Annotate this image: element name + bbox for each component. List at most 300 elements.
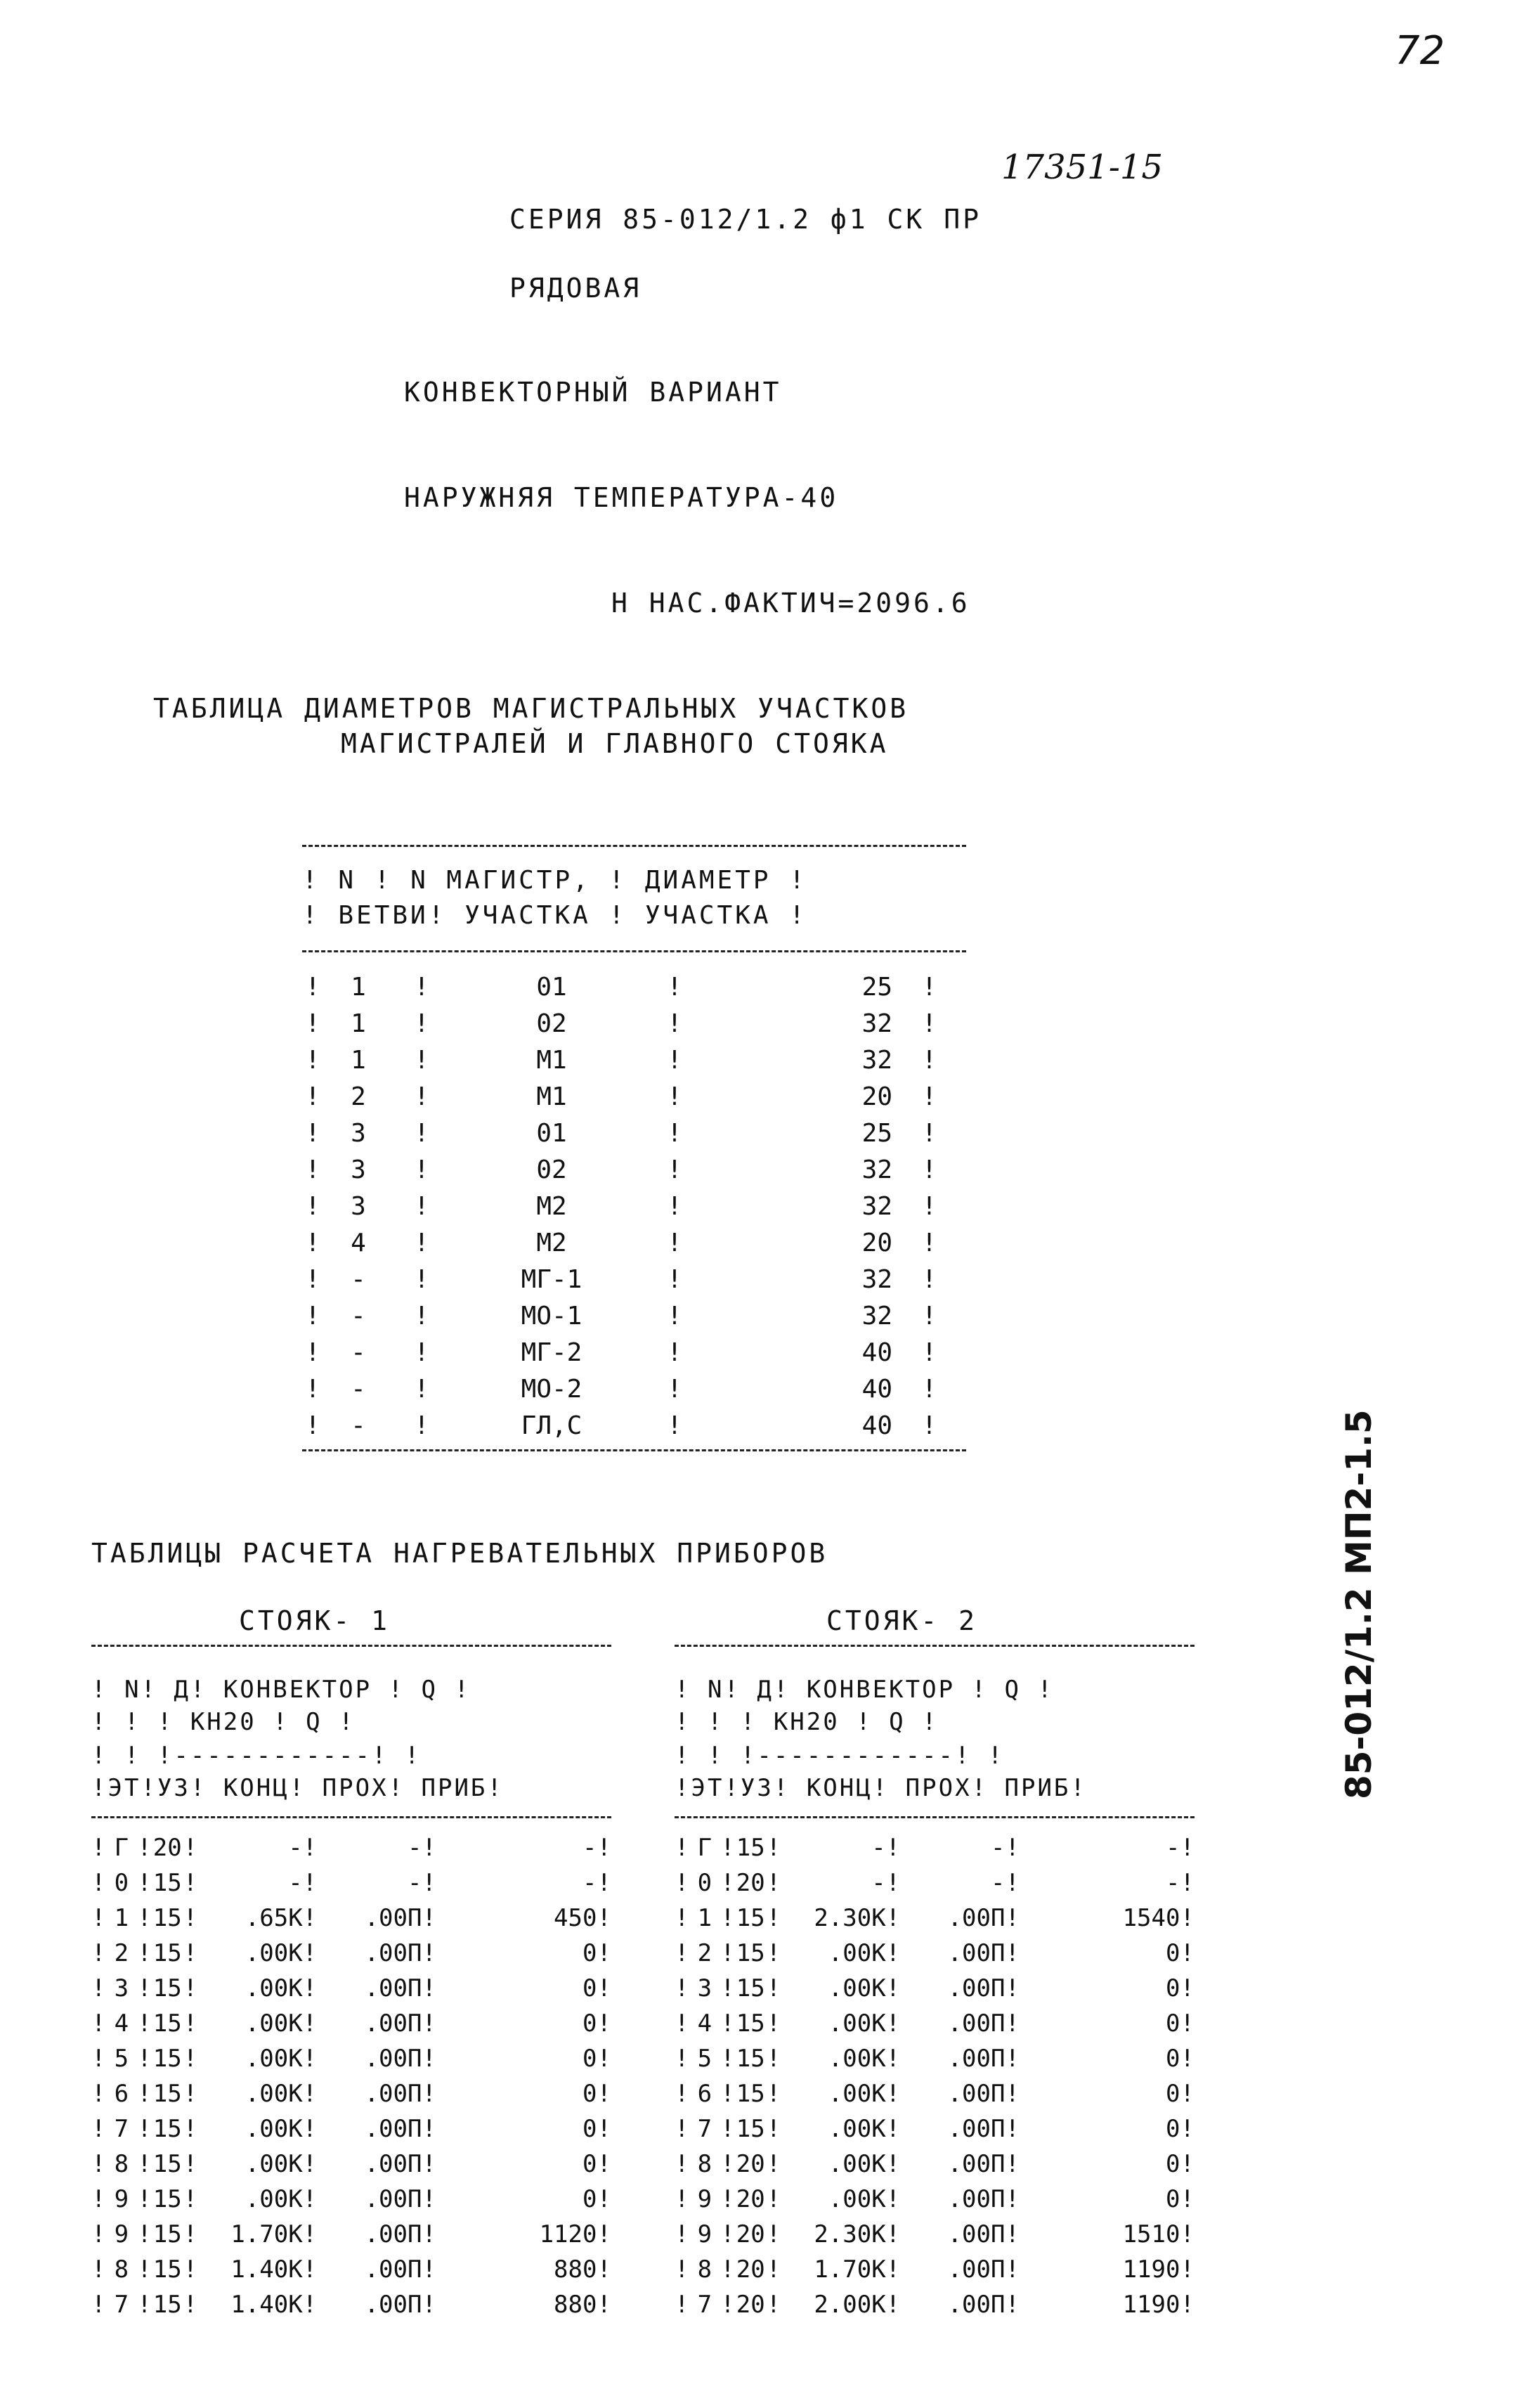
floor-cell: 4: [114, 2009, 129, 2038]
row-bar: !: [667, 1301, 682, 1331]
floor-cell: 7: [697, 2115, 712, 2143]
node-cell: 15: [152, 2150, 182, 2178]
row-bar: !: [1005, 1939, 1020, 1967]
riser-row: [91, 1936, 611, 1971]
row-bar: !: [422, 1974, 436, 2002]
segment-cell: МГ-2: [521, 1338, 582, 1367]
konc-cell: .65К: [245, 1904, 303, 1932]
row-bar: !: [414, 1338, 429, 1367]
q-cell: -: [582, 1834, 597, 1862]
floor-cell: 0: [114, 1869, 129, 1897]
riser-2-header-line: [675, 1742, 1004, 1770]
q-cell: 0: [582, 1939, 597, 1967]
row-bar: !: [667, 1009, 682, 1038]
row-bar: !: [422, 1939, 436, 1967]
riser-1-header-line: [91, 1742, 421, 1770]
diameter-row: [302, 1078, 966, 1115]
row-bar: !: [305, 1338, 320, 1367]
header-rule-glyphs: !: [955, 1676, 1005, 1704]
row-bar: !: [305, 1045, 320, 1075]
row-bar: !: [667, 1411, 682, 1440]
konc-cell: 1.40К: [230, 2255, 303, 2284]
q-cell: 450: [554, 1904, 597, 1932]
q-cell: -: [582, 1869, 597, 1897]
diameter-cell: 32: [861, 1264, 892, 1294]
row-bar: !: [921, 1228, 937, 1257]
diameter-table-title-2: МАГИСТРАЛЕЙ И ГЛАВНОГО СТОЯКА: [341, 728, 889, 759]
prox-cell: .00П: [947, 2115, 1005, 2143]
diameter-cell: 32: [861, 1045, 892, 1075]
prox-cell: .00П: [947, 1904, 1005, 1932]
row-bar: !: [885, 2115, 901, 2143]
konc-cell: .00К: [828, 2150, 886, 2178]
row-bar: !: [1005, 2185, 1020, 2213]
riser-row: [91, 2147, 611, 2182]
diameter-table-title-1: ТАБЛИЦА ДИАМЕТРОВ МАГИСТРАЛЬНЫХ УЧАСТКОВ: [153, 693, 909, 724]
header-model: КН20: [773, 1708, 840, 1736]
riser-2-table: [675, 1830, 1195, 2322]
konc-cell: 1.70К: [814, 2255, 886, 2284]
node-cell: 15: [736, 2115, 765, 2143]
riser-row: [91, 2111, 611, 2147]
row-bar: !: [91, 1834, 106, 1862]
row-bar: !: [91, 1939, 106, 1967]
row-bar: !: [414, 1374, 429, 1404]
node-cell: 15: [152, 2115, 182, 2143]
riser-2-header-line: [675, 1708, 939, 1736]
node-cell: 20: [736, 2150, 765, 2178]
row-bar: !: [675, 2045, 689, 2073]
row-bar: !: [91, 2045, 106, 2073]
konc-cell: .00К: [828, 2115, 886, 2143]
row-bar: !: [422, 1869, 436, 1897]
konc-cell: -: [288, 1834, 303, 1862]
row-bar: !: [137, 2150, 152, 2178]
prox-cell: -: [407, 1834, 422, 1862]
row-bar: !: [1180, 2220, 1195, 2248]
header-branch-2: ВЕТВИ: [338, 901, 429, 930]
diameter-row: [302, 1188, 966, 1224]
row-bar: !: [667, 1264, 682, 1294]
konc-cell: 2.30К: [814, 2220, 886, 2248]
konc-cell: 2.00К: [814, 2291, 886, 2319]
q-cell: 0: [1165, 2150, 1180, 2178]
q-cell: 0: [1165, 1974, 1180, 2002]
row-bar: !: [305, 1374, 320, 1404]
header-rule-glyphs: !: [141, 1676, 174, 1704]
row-bar: !: [597, 1974, 611, 2002]
riser-row: [675, 2287, 1195, 2322]
header-rule-glyphs: !: [905, 1708, 939, 1736]
header-rule-glyphs: !: [675, 1774, 691, 1802]
calculation-tables-title: ТАБЛИЦЫ РАСЧЕТА НАГРЕВАТЕЛЬНЫХ ПРИБОРОВ: [91, 1538, 828, 1569]
riser-row: [91, 2006, 611, 2041]
header-prox: ПРОХ: [905, 1774, 972, 1802]
row-bar: !: [183, 2220, 198, 2248]
q-cell: 0: [582, 2080, 597, 2108]
header-rule-glyphs: !: [773, 1774, 807, 1802]
node-cell: 20: [736, 2255, 765, 2284]
prox-cell: .00П: [947, 2291, 1005, 2319]
konc-cell: .00К: [245, 2150, 303, 2178]
row-bar: !: [885, 2220, 901, 2248]
konc-cell: .00К: [828, 2080, 886, 2108]
header-prib: ПРИБ: [1004, 1774, 1071, 1802]
row-bar: !: [921, 1191, 937, 1221]
row-bar: !: [597, 2115, 611, 2143]
row-bar: !: [183, 1869, 198, 1897]
node-cell: 20: [736, 2291, 765, 2319]
row-bar: !: [422, 1904, 436, 1932]
row-bar: !: [422, 2080, 436, 2108]
segment-cell: М1: [536, 1082, 567, 1111]
row-bar: !: [921, 1374, 937, 1404]
row-bar: !: [720, 2009, 735, 2038]
table-rule: [302, 950, 966, 952]
riser-row: [675, 2252, 1195, 2287]
fact-head-line: Н НАС.ФАКТИЧ=2096.6: [611, 588, 970, 619]
side-stamp: 85-012/1.2 МП2-1.5: [1339, 1409, 1379, 1799]
row-bar: !: [597, 2220, 611, 2248]
diameter-cell: 25: [861, 1118, 892, 1148]
row-bar: !: [1005, 1904, 1020, 1932]
diameter-cell: 40: [861, 1411, 892, 1440]
row-bar: !: [422, 2045, 436, 2073]
row-bar: !: [1005, 2291, 1020, 2319]
row-bar: !: [302, 2220, 318, 2248]
header-rule-glyphs: !: [1020, 1676, 1054, 1704]
row-bar: !: [675, 2150, 689, 2178]
header-rule-glyphs: !: [372, 1676, 422, 1704]
row-bar: !: [305, 1155, 320, 1184]
row-bar: !: [414, 1191, 429, 1221]
segment-cell: МО-1: [521, 1301, 582, 1331]
row-bar: !: [675, 2255, 689, 2284]
diameter-row: [302, 1151, 966, 1188]
row-bar: !: [305, 1411, 320, 1440]
node-cell: 20: [736, 2185, 765, 2213]
riser-row: [91, 2182, 611, 2217]
row-bar: !: [137, 2185, 152, 2213]
row-bar: !: [91, 2009, 106, 2038]
row-bar: !: [921, 972, 937, 1002]
row-bar: !: [302, 1974, 318, 2002]
header-rule-glyphs: !: [971, 1774, 1005, 1802]
series-line: СЕРИЯ 85-012/1.2 ф1 СК ПР: [509, 204, 982, 235]
diameter-cell: 25: [861, 972, 892, 1002]
node-cell: 15: [152, 2009, 182, 2038]
node-cell: 20: [152, 1834, 182, 1862]
row-bar: !: [766, 2115, 781, 2143]
floor-cell: 7: [697, 2291, 712, 2319]
diameter-cell: 32: [861, 1155, 892, 1184]
row-bar: !: [1005, 2220, 1020, 2248]
row-bar: !: [1005, 2150, 1020, 2178]
diameter-table-header: ! N ! N МАГИСТР, ! ДИАМЕТР !: [302, 866, 807, 895]
node-cell: 20: [736, 2220, 765, 2248]
row-bar: !: [720, 2255, 735, 2284]
row-bar: !: [766, 1904, 781, 1932]
placement-line: РЯДОВАЯ: [509, 273, 642, 304]
row-bar: !: [302, 2009, 318, 2038]
floor-cell: 6: [697, 2080, 712, 2108]
header-et: ЭТ: [108, 1774, 141, 1802]
prox-cell: -: [990, 1834, 1005, 1862]
header-segment-1: N МАГИСТР,: [410, 866, 591, 895]
row-bar: !: [183, 2080, 198, 2108]
row-bar: !: [766, 2045, 781, 2073]
konc-cell: .00К: [245, 1974, 303, 2002]
riser-row: [675, 1971, 1195, 2006]
header-rule-glyphs: !: [141, 1774, 157, 1802]
konc-cell: .00К: [245, 2080, 303, 2108]
row-bar: !: [921, 1411, 937, 1440]
floor-cell: 6: [114, 2080, 129, 2108]
q-cell: 0: [582, 2009, 597, 2038]
header-diameter-1: ДИАМЕТР: [644, 866, 772, 895]
riser-row: [675, 2076, 1195, 2111]
header-model: КН20: [190, 1708, 256, 1736]
row-bar: !: [720, 1904, 735, 1932]
row-bar: !: [675, 2115, 689, 2143]
row-bar: !: [183, 1939, 198, 1967]
konc-cell: .00К: [245, 2045, 303, 2073]
row-bar: !: [414, 1118, 429, 1148]
floor-cell: 7: [114, 2291, 129, 2319]
row-bar: !: [766, 1939, 781, 1967]
row-bar: !: [675, 1974, 689, 2002]
riser-row: [675, 2006, 1195, 2041]
segment-cell: ГЛ,С: [521, 1411, 582, 1440]
floor-cell: 9: [114, 2185, 129, 2213]
row-bar: !: [91, 2185, 106, 2213]
node-cell: 15: [152, 1974, 182, 2002]
row-bar: !: [675, 2009, 689, 2038]
diameter-cell: 40: [861, 1374, 892, 1404]
riser-row: [675, 1865, 1195, 1901]
header-uz: УЗ: [157, 1774, 190, 1802]
row-bar: !: [720, 2115, 735, 2143]
row-bar: !: [305, 972, 320, 1002]
row-bar: !: [921, 1045, 937, 1075]
floor-cell: 7: [114, 2115, 129, 2143]
row-bar: !: [302, 1834, 318, 1862]
konc-cell: 1.70К: [230, 2220, 303, 2248]
row-bar: !: [302, 2045, 318, 2073]
header-q1: Q: [421, 1676, 438, 1704]
row-bar: !: [720, 2045, 735, 2073]
row-bar: !: [1180, 1904, 1195, 1932]
row-bar: !: [91, 2220, 106, 2248]
q-cell: 0: [582, 2185, 597, 2213]
floor-cell: 0: [697, 1869, 712, 1897]
riser-1-header-line: [91, 1774, 504, 1802]
row-bar: !: [597, 2255, 611, 2284]
row-bar: !: [720, 2185, 735, 2213]
riser-row: [675, 1830, 1195, 1865]
row-bar: !: [1180, 1869, 1195, 1897]
header-rule-glyphs: !: [322, 1708, 356, 1736]
row-bar: !: [921, 1338, 937, 1367]
row-bar: !: [137, 2080, 152, 2108]
row-bar: !: [921, 1264, 937, 1294]
prox-cell: -: [990, 1869, 1005, 1897]
row-bar: !: [414, 1009, 429, 1038]
diameter-cell: 32: [861, 1191, 892, 1221]
node-cell: 15: [152, 2080, 182, 2108]
header-rule-glyphs: !: [91, 1774, 108, 1802]
header-rule-glyphs: !: [91, 1676, 124, 1704]
header-rule-glyphs: !: [190, 1774, 223, 1802]
node-cell: 15: [152, 1869, 182, 1897]
floor-cell: 4: [697, 2009, 712, 2038]
q-cell: 1510: [1122, 2220, 1180, 2248]
row-bar: !: [414, 1045, 429, 1075]
prox-cell: .00П: [364, 2291, 422, 2319]
riser-row: [91, 2287, 611, 2322]
header-rule-glyphs: !: [256, 1708, 306, 1736]
row-bar: !: [137, 2255, 152, 2284]
row-bar: !: [766, 1974, 781, 2002]
branch-cell: 3: [351, 1118, 366, 1148]
q-cell: 1540: [1122, 1904, 1180, 1932]
riser-row: [675, 2041, 1195, 2076]
row-bar: !: [1180, 2115, 1195, 2143]
row-bar: !: [305, 1301, 320, 1331]
row-bar: !: [302, 1939, 318, 1967]
header-konc: КОНЦ: [223, 1774, 289, 1802]
branch-cell: 4: [351, 1228, 366, 1257]
node-cell: 15: [152, 2220, 182, 2248]
row-bar: !: [305, 1264, 320, 1294]
header-rule-glyphs: !: [839, 1708, 890, 1736]
diameter-row: [302, 969, 966, 1005]
row-bar: !: [885, 1869, 901, 1897]
row-bar: !: [137, 1974, 152, 2002]
node-cell: 15: [736, 1904, 765, 1932]
row-bar: !: [885, 2045, 901, 2073]
q-cell: 880: [554, 2291, 597, 2319]
row-bar: !: [137, 1904, 152, 1932]
riser-1-title: СТОЯК- 1: [239, 1605, 391, 1636]
row-bar: !: [597, 2045, 611, 2073]
row-bar: !: [91, 1974, 106, 2002]
q-cell: 0: [582, 2045, 597, 2073]
floor-cell: 8: [114, 2255, 129, 2284]
branch-cell: 3: [351, 1191, 366, 1221]
node-cell: 15: [736, 1974, 765, 2002]
branch-cell: 2: [351, 1082, 366, 1111]
floor-cell: 2: [114, 1939, 129, 1967]
floor-cell: 3: [697, 1974, 712, 2002]
prox-cell: .00П: [364, 2150, 422, 2178]
header-rule-glyphs: !: [289, 1774, 323, 1802]
row-bar: !: [597, 2150, 611, 2178]
diameter-row: [302, 1005, 966, 1042]
prox-cell: .00П: [364, 1974, 422, 2002]
table-rule: [91, 1645, 611, 1647]
row-bar: !: [302, 2080, 318, 2108]
row-bar: !: [305, 1118, 320, 1148]
row-bar: !: [302, 2255, 318, 2284]
header-convector: КОНВЕКТОР: [223, 1676, 372, 1704]
floor-cell: 9: [697, 2185, 712, 2213]
row-bar: !: [885, 1974, 901, 2002]
konc-cell: -: [288, 1869, 303, 1897]
row-bar: !: [414, 1301, 429, 1331]
floor-cell: 1: [114, 1904, 129, 1932]
riser-row: [91, 1971, 611, 2006]
table-rule: [675, 1816, 1195, 1818]
header-rule-glyphs: !: [675, 1676, 708, 1704]
konc-cell: .00К: [828, 1939, 886, 1967]
header-rule-glyphs: ! ! !: [91, 1708, 190, 1736]
row-bar: !: [1005, 2080, 1020, 2108]
header-prox: ПРОХ: [322, 1774, 389, 1802]
row-bar: !: [720, 2220, 735, 2248]
row-bar: !: [766, 1834, 781, 1862]
row-bar: !: [766, 2185, 781, 2213]
row-bar: !: [422, 2150, 436, 2178]
header-konc: КОНЦ: [806, 1774, 873, 1802]
header-q1: Q: [1004, 1676, 1021, 1704]
row-bar: !: [597, 1869, 611, 1897]
prox-cell: .00П: [947, 2185, 1005, 2213]
row-bar: !: [1180, 2080, 1195, 2108]
row-bar: !: [675, 2220, 689, 2248]
row-bar: !: [137, 2009, 152, 2038]
page-number: 72: [1395, 28, 1445, 74]
riser-row: [91, 1901, 611, 1936]
row-bar: !: [183, 2045, 198, 2073]
q-cell: 0: [1165, 2115, 1180, 2143]
row-bar: !: [675, 1904, 689, 1932]
row-bar: !: [720, 2080, 735, 2108]
header-rule-glyphs: !: [437, 1676, 471, 1704]
konc-cell: 2.30К: [814, 1904, 886, 1932]
riser-row: [91, 1830, 611, 1865]
node-cell: 15: [152, 1939, 182, 1967]
q-cell: 0: [582, 2115, 597, 2143]
row-bar: !: [414, 1082, 429, 1111]
row-bar: !: [675, 2291, 689, 2319]
row-bar: !: [885, 1939, 901, 1967]
header-rule-glyphs: !: [724, 1774, 741, 1802]
row-bar: !: [137, 1939, 152, 1967]
floor-cell: 9: [114, 2220, 129, 2248]
row-bar: !: [422, 2255, 436, 2284]
diameter-row: [302, 1224, 966, 1261]
riser-row: [675, 2111, 1195, 2147]
document-code: 17351-15: [1001, 148, 1163, 187]
row-bar: !: [1180, 2255, 1195, 2284]
riser-row: [675, 1936, 1195, 1971]
row-bar: !: [921, 1082, 937, 1111]
row-bar: !: [183, 1904, 198, 1932]
header-convector: КОНВЕКТОР: [806, 1676, 956, 1704]
konc-cell: .00К: [828, 1974, 886, 2002]
row-bar: !: [720, 1869, 735, 1897]
row-bar: !: [766, 2009, 781, 2038]
row-bar: !: [183, 2185, 198, 2213]
q-cell: 0: [582, 1974, 597, 2002]
row-bar: !: [302, 2185, 318, 2213]
q-cell: 0: [1165, 2009, 1180, 2038]
node-cell: 15: [736, 1939, 765, 1967]
floor-cell: Г: [697, 1834, 712, 1862]
row-bar: !: [302, 2291, 318, 2319]
row-bar: !: [1180, 1834, 1195, 1862]
